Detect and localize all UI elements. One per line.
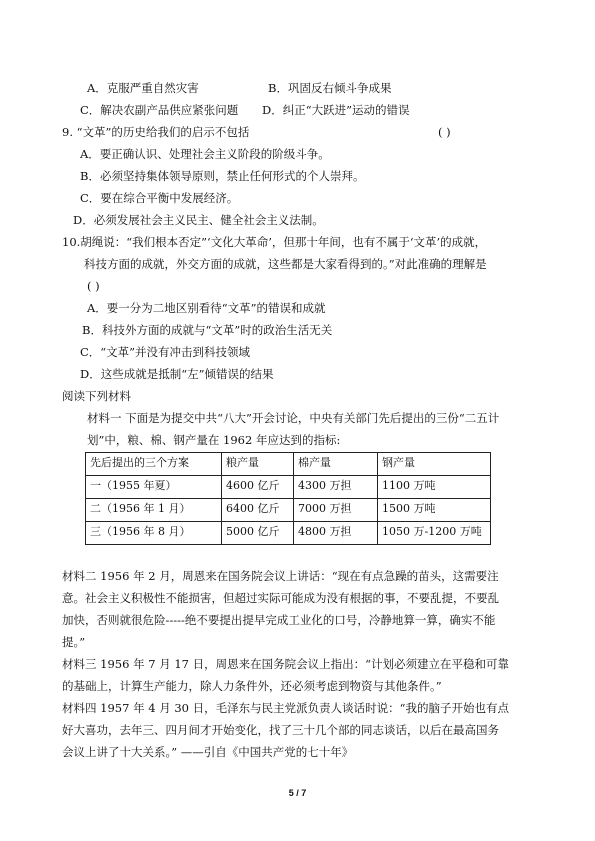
material2-line2: 意。社会主义积极性不能损害，但超过实际可能成为没有根据的事，不要乱提，不要乱 <box>62 591 499 605</box>
table-cell: 三（1956 年 8 月） <box>86 522 222 545</box>
q9-answer-blank: ( ) <box>438 125 451 139</box>
table-cell: 1500 万吨 <box>378 499 491 522</box>
q10-answer-blank: ( ) <box>87 279 100 293</box>
table-header-row <box>86 453 491 476</box>
table-row <box>86 499 491 522</box>
table-row <box>86 476 491 499</box>
q10-stem-line1: 10.胡绳说：“我们根本否定”‘文化大革命’，但那十年间，也有不属于‘文革’的成就， <box>62 235 487 249</box>
material3-line1: 材料三 1956 年 7 月 17 日，周恩来在国务院会议上指出：“计划必须建立在平稳和可靠 <box>62 657 510 671</box>
q9-option-d: D．必须发展社会主义民主、健全社会主义法制。 <box>73 213 324 227</box>
table-cell: 6400 亿斤 <box>222 499 294 522</box>
material2-line1: 材料二 1956 年 2 月，周恩来在国务院会议上讲话：“现在有点急躁的苗头，这需要注 <box>62 569 499 583</box>
table-header-cell: 钢产量 <box>378 453 491 476</box>
q8-option-d: D．纠正“大跃进”运动的错误 <box>262 103 410 117</box>
table-cell: 5000 亿斤 <box>222 522 294 545</box>
material4-line3: 会议上讲了十大关系。” ——引自《中国共产党的七十年》 <box>62 745 354 759</box>
material4-line1: 材料四 1957 年 4 月 30 日，毛泽东与民主党派负责人谈话时说：“我的脑子开始也有点 <box>62 701 510 715</box>
table-header-cell: 粮产量 <box>222 453 294 476</box>
q9-option-a: A．要正确认识、处理社会主义阶段的阶级斗争。 <box>80 147 330 161</box>
table-cell: 1100 万吨 <box>378 476 491 499</box>
table-header-cell: 棉产量 <box>294 453 378 476</box>
q8-option-b: B．巩固反右倾斗争成果 <box>268 81 392 95</box>
q10-option-c: C．“文革”并没有冲击到科技领域 <box>80 345 251 359</box>
q9-option-c: C．要在综合平衡中发展经济。 <box>80 191 239 205</box>
material1-line2: 划”中，粮、棉、钢产量在 1962 年应达到的指标: <box>87 433 341 447</box>
q9-stem: 9. “文革”的历史给我们的启示不包括 <box>62 125 250 139</box>
material3-line2: 的基础上，计算生产能力，除人力条件外，还必须考虑到物资与其他条件。” <box>62 679 442 693</box>
reading-heading: 阅读下列材料 <box>62 389 131 403</box>
q10-option-a: A．要一分为二地区别看待“文革”的错误和成就 <box>87 301 326 315</box>
table-cell: 4600 亿斤 <box>222 476 294 499</box>
material2-line3: 加快，否则就很危险-----绝不要提出提早完成工业化的口号，冷静地算一算，确实不能 <box>62 613 496 627</box>
table-cell: 4300 万担 <box>294 476 378 499</box>
q8-option-a: A．克服严重自然灾害 <box>87 81 199 95</box>
table-row <box>86 522 491 545</box>
q10-option-b: B．科技外方面的成就与“文革”时的政治生活无关 <box>82 323 333 337</box>
q9-option-b: B．必须坚持集体领导原则，禁止任何形式的个人崇拜。 <box>80 169 365 183</box>
table-header-cell: 先后提出的三个方案 <box>86 453 222 476</box>
production-targets-table <box>85 452 491 545</box>
table-cell: 4800 万担 <box>294 522 378 545</box>
table-cell: 一（1955 年夏） <box>86 476 222 499</box>
material4-line2: 好大喜功，去年三、四月间才开始变化，找了三十几个部的同志谈话，以后在最高国务 <box>62 723 499 737</box>
material2-line4: 提。” <box>62 635 86 649</box>
table-cell: 1050 万-1200 万吨 <box>378 522 491 545</box>
table-cell: 7000 万担 <box>294 499 378 522</box>
material1-line1: 材料一 下面是为提交中共“八大”开会讨论，中央有关部门先后提出的三份“二五计 <box>87 411 500 425</box>
q10-option-d: D．这些成就是抵制“左”倾错误的结果 <box>80 367 274 381</box>
page-number: 5 / 7 <box>288 788 307 798</box>
q8-option-c: C．解决农副产品供应紧张问题 <box>80 103 239 117</box>
q10-stem-line2: 科技方面的成就，外交方面的成就，这些都是大家看得到的。”对此准确的理解是 <box>84 257 487 271</box>
table-cell: 二（1956 年 1 月） <box>86 499 222 522</box>
